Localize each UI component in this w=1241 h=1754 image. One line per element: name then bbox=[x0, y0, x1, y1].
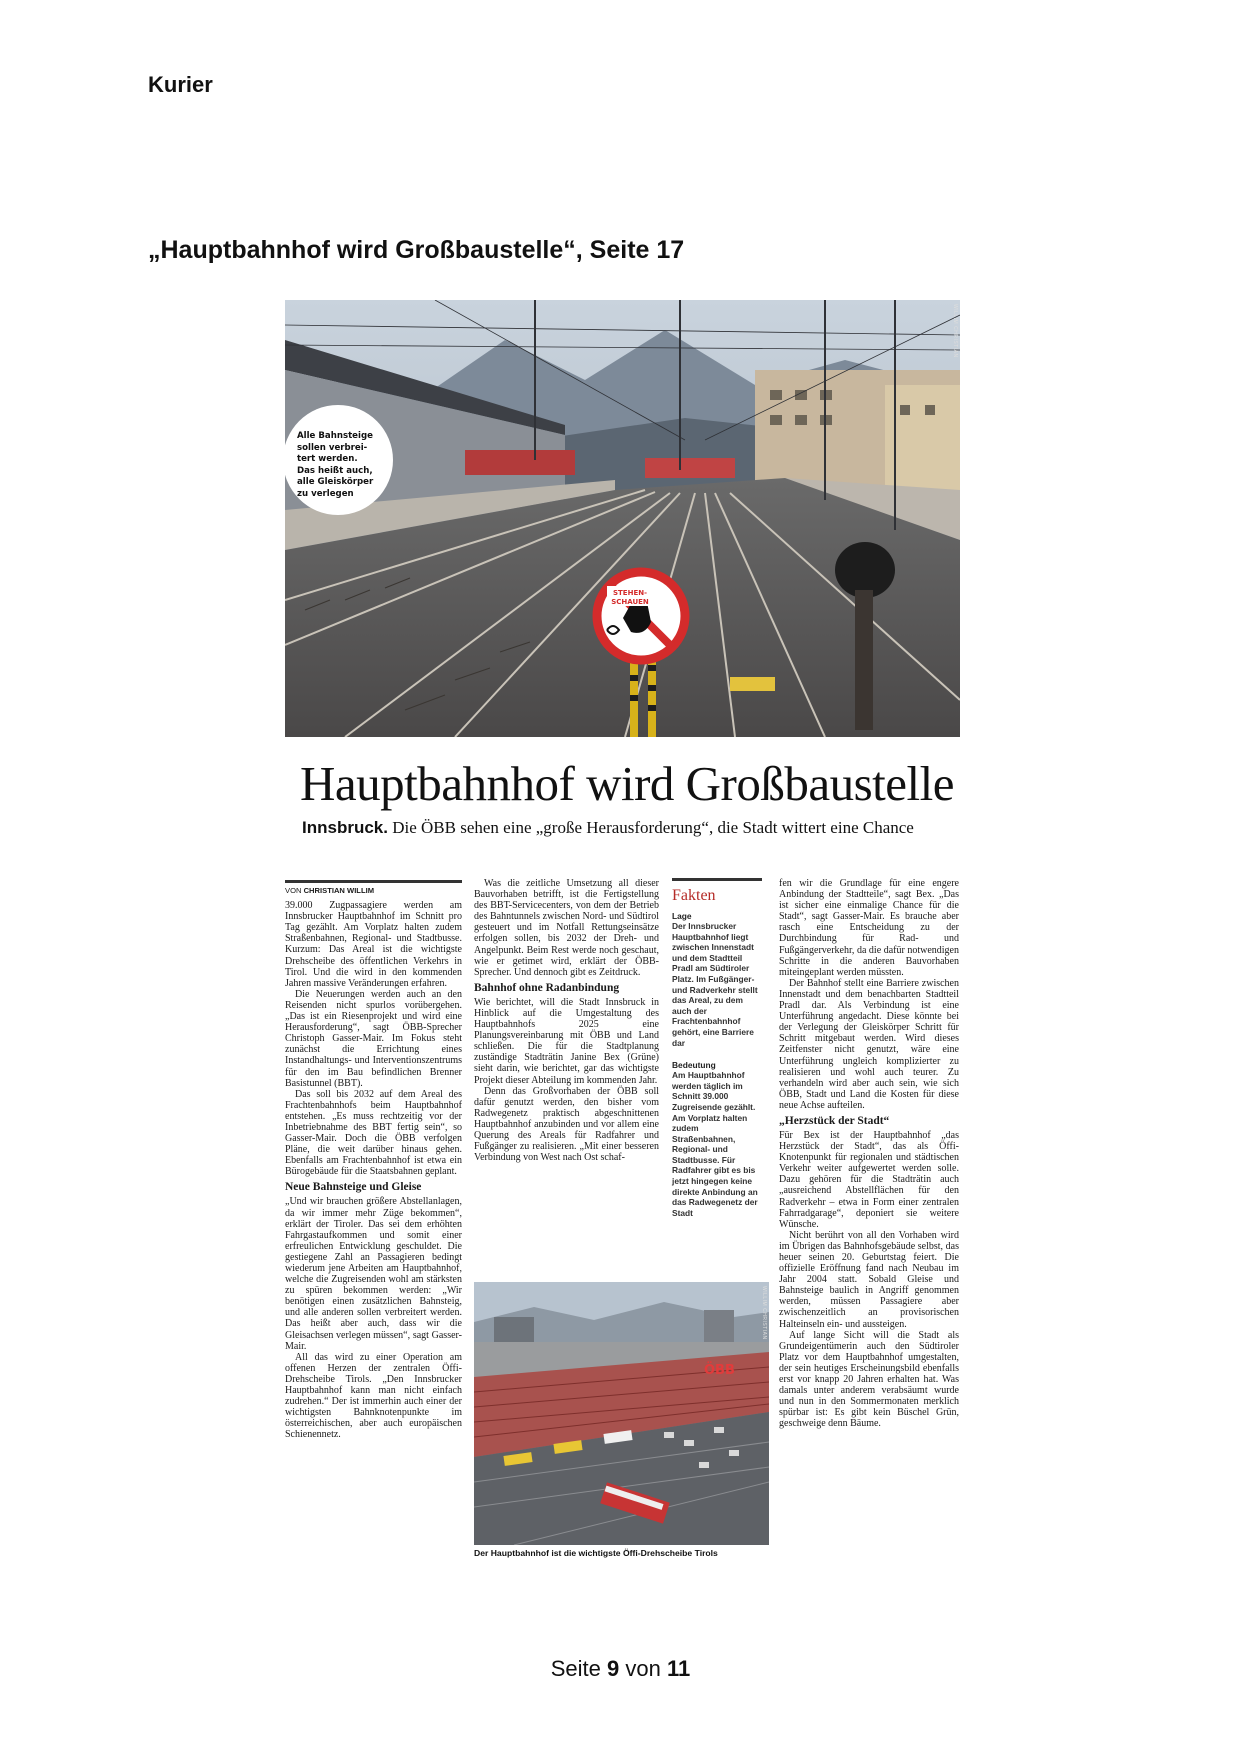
station-aerial-photo bbox=[474, 1282, 769, 1545]
quote-line: Das heißt auch, bbox=[297, 465, 373, 476]
photo-caption: Der Hauptbahnhof ist die wichtigste Öffi-Drehscheibe Tirols bbox=[474, 1548, 718, 1558]
page-total: 11 bbox=[666, 1656, 691, 1681]
photo-credit: WILLIM CHRISTIAN bbox=[952, 304, 958, 358]
footer-middle: von bbox=[619, 1656, 667, 1681]
paragraph: Der Bahnhof stellt eine Barriere zwischen Innenstadt und dem benachbarten Stadtteil Pradl dar. Als Verbindung ist eine Unterführung angedacht. Diese könnte bei der Verlegung der Gleiskörper Schritt für Schritt mitgebaut werden. Wird dieses Zeitfenster nicht genutzt, wäre eine Unterführung ungleich komplizierter zu realisieren und wohl auch teurer. Zu verhandeln wird aber auch sein, wie sich ÖBB, Stadt und Land die Kosten für diese neue Achse aufteilen. bbox=[779, 977, 959, 1111]
obb-sign: ÖBB bbox=[704, 1363, 735, 1378]
paragraph: Die Neuerungen werden auch an den Reisenden nicht spurlos vorübergehen. „Das ist ein Riesenprojekt und wird eine Herausforderung“, sagt ÖBB-Sprecher Christoph Gasser-Mair. Im Fokus steht zunächst die Errichtung eines Instandhaltungs- und Interventionszentrums für den im Bau befindlichen Brenner Basistunnel (BBT). bbox=[285, 988, 462, 1089]
quote-line: zu verlegen bbox=[297, 488, 354, 499]
quote-line: tert werden. bbox=[297, 454, 358, 464]
sign-text-line1: STEHEN- bbox=[612, 589, 648, 597]
newspaper-clipping bbox=[285, 300, 960, 1562]
quote-line: sollen verbrei- bbox=[297, 442, 368, 453]
facts-text-location: Der Innsbrucker Hauptbahnhof liegt zwischen Innenstadt und dem Stadtteil Pradl am Südtiroler Platz. Im Fußgänger- und Radverkehr stellt das Areal, zu dem auch der Frachtenbahnhof gehört, eine Barriere dar bbox=[672, 921, 758, 1048]
article-subtitle bbox=[302, 818, 914, 838]
facts-heading: Fakten bbox=[672, 887, 716, 904]
station-tracks-photo bbox=[285, 300, 960, 737]
facts-box bbox=[672, 878, 762, 1218]
article-column-4 bbox=[779, 878, 959, 1430]
paragraph: Wie berichtet, will die Stadt Innsbruck in Hinblick auf die Umgestaltung des Hauptbahnhofs 2025 eine Planungsvereinbarung mit ÖBB und Land schließen. Die für die Stadtplanung zuständige Stadträtin Janine Bex (Grüne) sieht darin, wie berichtet, gar das wichtigste Projekt dieser Abteilung im kommenden Jahr. bbox=[474, 996, 659, 1086]
byline-author: CHRISTIAN WILLIM bbox=[303, 886, 375, 895]
paragraph: All das wird zu einer Operation am offenen Herzen der zentralen Öffi-Drehscheibe Tirols. „Den Innsbrucker Hauptbahnhof kann man nicht einfach zudrehen.“ Der ist immerhin auch einer der wichtigsten Bahnknotenpunkte im österreichischen, aber auch europäischen Schienennetz. bbox=[285, 1351, 462, 1441]
sign-text-line2: SCHAUEN bbox=[611, 598, 649, 606]
dateline: Innsbruck. bbox=[302, 818, 388, 837]
tracks-illustration bbox=[285, 300, 960, 737]
footer-prefix: Seite bbox=[550, 1656, 608, 1681]
byline-prefix: VON bbox=[285, 886, 304, 895]
document-headline: „Hauptbahnhof wird Großbaustelle“, Seite 17 bbox=[148, 236, 685, 264]
paragraph: fen wir die Grundlage für eine engere Anbindung der Stadtteile“, sagt Bex. „Das ist sicher eine einmalige Chance für die Stadt“, sagt Gasser-Mair. Es brauche aber rasch eine Entscheidung zu der Durchbindung für Rad- und Fußgängerverkehr, da die dafür notwendigen Schritte in die anderen Bauvorhaben miteingeplant werden müssten. bbox=[779, 878, 959, 978]
article-column-2 bbox=[474, 878, 659, 1163]
paragraph: Das soll bis 2032 auf dem Areal des Frachtenbahnhofs beim Hauptbahnhof entstehen. „Es muss rechtzeitig vor der Inbetriebnahme des BBT fertig sein“, so Gasser-Mair. Doch die ÖBB verfolgen Pläne, die weit darüber hinaus gehen. Ebenfalls am Frachtenbahnhof ist etwa ein Bürogebäude für die Staatsbahnen geplant. bbox=[285, 1088, 462, 1178]
facts-text-significance: Am Hauptbahnhof werden täglich im Schnitt 39.000 Zugreisende gezählt. Am Vorplatz halten zudem Straßenbahnen, Regional- und Stadtbusse. Für Radfahrer gibt es bis jetzt hingegen keine direkte Anbindung an das Radwegenetz der Stadt bbox=[672, 1070, 758, 1218]
paragraph: „Und wir brauchen größere Abstellanlagen, da wir immer mehr Züge bekommen“, erklärt der Tiroler. Das sei dem erhöhten Fahrgastaufkommen und somit einer erfreulichen Entwicklung geschuldet. Die gestiegene Zahl an Passagieren bedingt wiederum jene Arbeiten am Hauptbahnhof, welche die Zugreisenden wohl am stärksten zu spüren bekommen werden: „Wir benötigen einen zusätzlichen Bahnsteig, und alle anderen sollen verbreitert werden. Das heißt aber auch, dass wir die Gleisachsen verlegen müssen“, sagt Gasser-Mair. bbox=[285, 1196, 462, 1352]
article-column-1 bbox=[285, 880, 462, 1441]
facts-label-location: Lage bbox=[672, 911, 692, 921]
page-footer bbox=[0, 1656, 1241, 1682]
photo2-credit: WILLIM CHRISTIAN bbox=[761, 1286, 767, 1340]
quote-line: alle Gleiskörper bbox=[297, 477, 374, 487]
facts-label-significance: Bedeutung bbox=[672, 1060, 716, 1071]
paragraph: Auf lange Sicht will die Stadt als Grundeigentümerin auch den Südtiroler Platz vor dem Hauptbahnhof umgestalten, der sein heutiges Erscheinungsbild ebenfalls erst vor knapp 20 Jahren erhalten hat. Was damals unter anderem verabsäumt wurde und nun in den Sommermonaten merklich spürbar ist: Es gibt kein Büschel Grün, geschweige denn Bäume. bbox=[779, 1329, 959, 1430]
paragraph: Denn das Großvorhaben der ÖBB soll dafür genutzt werden, den bisher vom Radwegenetz praktisch abgeschnittenen Hauptbahnhof anzubinden und vor allem eine Querung des Areals für Radfahrer und Fußgänger zu realisieren. „Mit einer besseren Verbindung von West nach Ost schaf- bbox=[474, 1085, 659, 1164]
subheading: „Herzstück der Stadt“ bbox=[779, 1114, 890, 1127]
aerial-illustration bbox=[474, 1282, 769, 1545]
paragraph: Was die zeitliche Umsetzung all dieser Bauvorhaben betrifft, ist die Fertigstellung des BBT-Servicecenters, von dem der Betrieb des Bahntunnels zwischen Nord- und Südtirol gesteuert und im Notfall Rettungseinsätze erfolgen sollen, bis 2032 der Dreh- und Angelpunkt. Beim Rest werde noch geschaut, wie er getimet wird, erklärt der ÖBB-Sprecher. Und dennoch gibt es Zeitdruck. bbox=[474, 878, 659, 978]
paragraph: Für Bex ist der Hauptbahnhof „das Herzstück der Stadt“, das als Öffi-Knotenpunkt für regionalen und städtischen Verkehr weiter aufgewertet werden solle. Dazu gehören für die Stadträtin auch „ausreichend Abstellflächen für den Radverkehr – etwa in Form einer zentralen Fahrradgarage“, deponiert sie weitere Wünsche. bbox=[779, 1129, 959, 1230]
subheading: Neue Bahnsteige und Gleise bbox=[285, 1181, 422, 1194]
article-title: Hauptbahnhof wird Großbaustelle bbox=[300, 756, 954, 811]
paragraph: 39.000 Zugpassagiere werden am Innsbrucker Hauptbahnhof im Schnitt pro Tag gezählt. Am Vorplatz halten zudem Straßenbahnen, Regional- und Stadtbusse. Kurzum: Das Areal ist die wichtigste Drehscheibe des öffentlichen Verkehrs in Tirol. Und die wird in den kommenden Jahren massive Veränderungen erfahren. bbox=[285, 900, 462, 989]
subtitle-text: Die ÖBB sehen eine „große Herausforderung“, die Stadt wittert eine Chance bbox=[387, 818, 914, 837]
photo-quote-bubble bbox=[285, 405, 393, 515]
subheading: Bahnhof ohne Radanbindung bbox=[474, 981, 620, 994]
publication-name: Kurier bbox=[148, 72, 213, 97]
byline bbox=[285, 880, 462, 896]
paragraph: Nicht berührt von all den Vorhaben wird im Übrigen das Bahnhofsgebäude selbst, das heuer seinen 20. Geburtstag feiert. Die offizielle Eröffnung fand nach Neubau im Jahr 2004 statt. Sobald Gleise und Bahnsteige baulich in Angriff genommen werden, müssen Passagiere aber zwischenzeitlich an provisorischen Halteinseln ein- und aussteigen. bbox=[779, 1229, 959, 1330]
page-number: 9 bbox=[607, 1656, 620, 1681]
quote-line: Alle Bahnsteige bbox=[297, 431, 373, 441]
